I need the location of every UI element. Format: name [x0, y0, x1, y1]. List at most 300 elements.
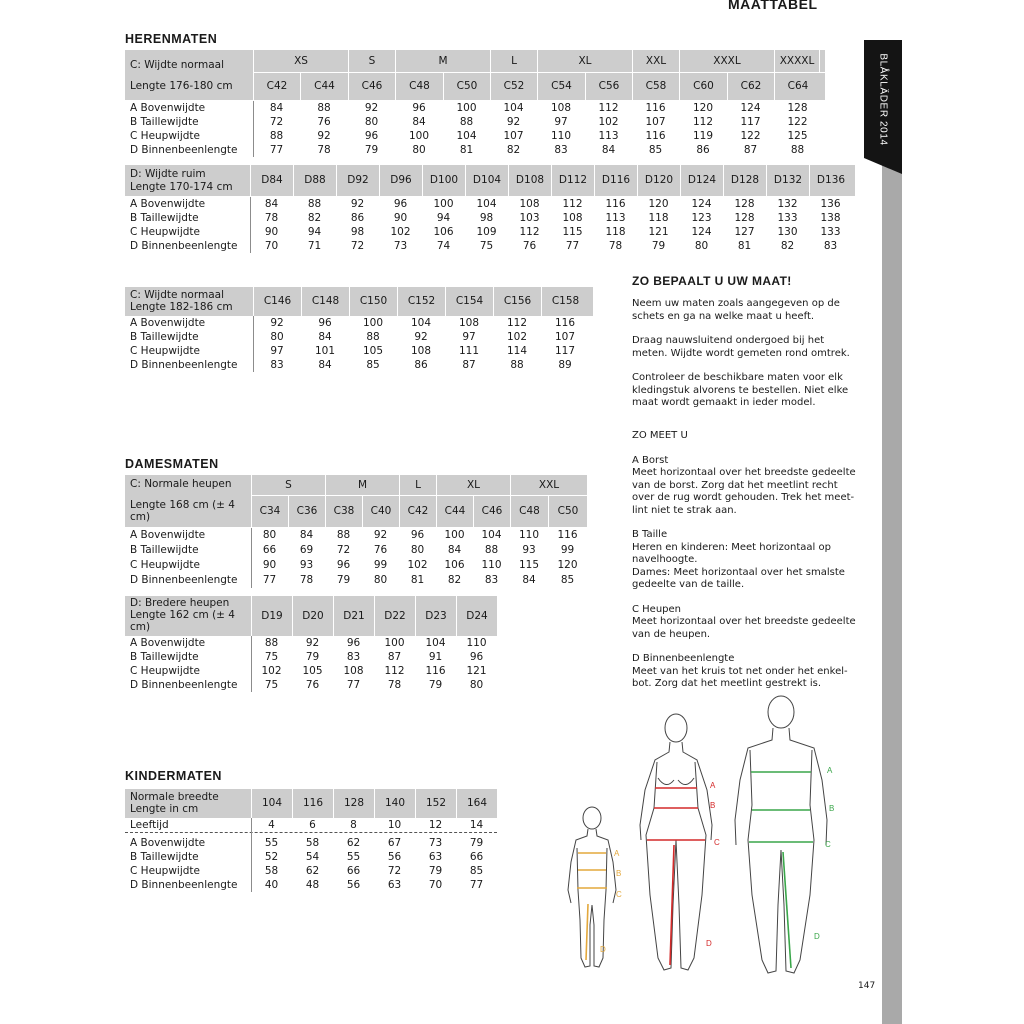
section-heading-kids: KINDERMATEN: [125, 769, 222, 783]
cell: 96: [412, 102, 426, 114]
row-label: C Heupwijdte: [130, 130, 201, 142]
cell: 89: [558, 359, 572, 371]
cell: 81: [737, 240, 752, 252]
cell: 108: [410, 345, 432, 357]
size-code: 128: [333, 789, 374, 818]
cell: 76: [317, 116, 331, 128]
cell: 80: [373, 574, 388, 586]
cell: 79: [469, 837, 484, 849]
cell: 128: [734, 212, 755, 224]
cell: 119: [692, 130, 714, 142]
size-code: D23: [415, 596, 456, 636]
women-table-1-label-length: Lengte 168 cm (± 4 cm): [130, 499, 235, 523]
cell: 106: [444, 559, 465, 571]
men-table-1-values: [253, 101, 821, 157]
cell: 79: [336, 574, 351, 586]
cell: 106: [433, 226, 454, 238]
cell: 82: [506, 144, 521, 156]
measure-a-text: Meet horizontaal over het breedste gedeelte van de borst. Zorg dat het meetlint recht over de rug wordt gehouden. Trek het meet-lint niet te strak aan.: [632, 467, 856, 516]
kids-age-row: [251, 818, 497, 832]
cell: 120: [557, 559, 578, 571]
cell: 79: [305, 651, 320, 663]
cell: 100: [433, 198, 454, 210]
cell: 88: [336, 529, 351, 541]
size-code: D112: [551, 165, 594, 196]
cell: 79: [428, 865, 443, 877]
cell: 130: [777, 226, 798, 238]
row-label: B Taillewijdte: [130, 651, 199, 663]
cell: 63: [387, 879, 402, 891]
cell: 80: [694, 240, 709, 252]
cell: 77: [269, 144, 284, 156]
cell: 80: [262, 529, 277, 541]
cell: 75: [479, 240, 494, 252]
cell: 55: [264, 837, 279, 849]
man-label-d: D: [814, 932, 820, 941]
cell: 115: [562, 226, 583, 238]
cell: 84: [601, 144, 616, 156]
size-group: M: [395, 50, 490, 72]
cell: 74: [436, 240, 451, 252]
men-table-2-sizes: [250, 165, 852, 196]
cell: 92: [373, 529, 388, 541]
cell: 104: [481, 529, 502, 541]
cell: 100: [408, 130, 430, 142]
men-table-1-size-groups: [253, 50, 820, 72]
cell: 110: [466, 637, 487, 649]
size-code: D92: [336, 165, 379, 196]
row-label: B Taillewijdte: [130, 544, 199, 556]
cell: 101: [314, 345, 336, 357]
cell: 14: [469, 819, 484, 831]
size-code: 104: [251, 789, 292, 818]
row-label: B Taillewijdte: [130, 116, 199, 128]
size-code: C42: [253, 73, 300, 100]
cell: 71: [307, 240, 322, 252]
cell: 105: [302, 665, 323, 677]
child-label-d: D: [600, 945, 606, 954]
cell: 91: [428, 651, 443, 663]
cell: 104: [410, 317, 432, 329]
cell: 99: [373, 559, 388, 571]
table-row: [253, 115, 821, 129]
cell: 85: [560, 574, 575, 586]
table-row: [250, 197, 852, 211]
table-row: [251, 543, 587, 558]
cell: 77: [346, 679, 361, 691]
measure-a-title: A Borst: [632, 454, 669, 466]
size-code: C50: [443, 73, 490, 100]
size-code: C156: [493, 287, 541, 316]
cell: 52: [264, 851, 279, 863]
cell: 102: [598, 116, 619, 128]
table-row: [253, 101, 821, 115]
table-row: [251, 664, 497, 678]
row-label: B Taillewijdte: [130, 851, 199, 863]
table-row: [251, 636, 497, 650]
cell: 104: [456, 130, 477, 142]
cell: 87: [387, 651, 402, 663]
cell: 127: [734, 226, 755, 238]
row-label: C Heupwijdte: [130, 345, 201, 357]
cell: 82: [447, 574, 462, 586]
cell: 85: [366, 359, 380, 371]
men-table-3-row-labels: [130, 316, 237, 372]
size-code: C146: [253, 287, 301, 316]
cell: 88: [269, 130, 284, 142]
row-label: A Bovenwijdte: [130, 317, 206, 329]
cell: 48: [305, 879, 320, 891]
row-label: B Taillewijdte: [130, 212, 199, 224]
howto-paragraph: Draag nauwsluitend ondergoed bij het meten. Wijdte wordt gemeten rond omtrek.: [632, 335, 850, 359]
row-label: A Bovenwijdte: [130, 198, 206, 210]
cell: 105: [362, 345, 384, 357]
cell: 100: [444, 529, 465, 541]
men-table-2-values: [250, 197, 852, 253]
size-code: 140: [374, 789, 415, 818]
cell: 116: [557, 529, 578, 541]
cell: 121: [648, 226, 669, 238]
cell: 104: [425, 637, 446, 649]
table-row: [251, 850, 497, 864]
cell: 58: [305, 837, 320, 849]
table-row: [251, 678, 497, 692]
size-code: D128: [723, 165, 766, 196]
size-code: D104: [465, 165, 508, 196]
cell: 92: [270, 317, 284, 329]
cell: 84: [318, 359, 332, 371]
cell: 112: [506, 317, 528, 329]
cell: 85: [469, 865, 484, 877]
table-row: [250, 211, 852, 225]
cell: 132: [777, 198, 798, 210]
table-row: [251, 650, 497, 664]
size-code: C158: [541, 287, 589, 316]
cell: 6: [309, 819, 316, 831]
cell: 78: [387, 679, 402, 691]
cell: 83: [270, 359, 284, 371]
brand-tab-label: BLÅKLÄDER 2014: [877, 52, 889, 146]
cell: 77: [565, 240, 580, 252]
cell: 112: [692, 116, 714, 128]
size-group: XXL: [510, 475, 587, 495]
size-code: C62: [727, 73, 774, 100]
cell: 118: [648, 212, 669, 224]
cell: 97: [554, 116, 568, 128]
cell: 72: [336, 544, 351, 556]
page-title: MAATTABEL: [728, 0, 818, 12]
kids-age-label: Leeftijd: [130, 819, 169, 831]
table-row: [251, 528, 587, 543]
cell: 88: [459, 116, 474, 128]
cell: 133: [820, 226, 841, 238]
women-table-1-row-labels: [130, 528, 237, 588]
cell: 78: [608, 240, 623, 252]
size-group: L: [399, 475, 436, 495]
table-row: [250, 225, 852, 239]
cell: 102: [506, 331, 528, 343]
cell: 88: [307, 198, 322, 210]
page-number: 147: [858, 981, 876, 991]
measure-b-text-1: Heren en kinderen: Meet horizontaal op navelhoogte.: [632, 541, 831, 565]
howto-text: [632, 298, 858, 422]
cell: 116: [425, 665, 446, 677]
cell: 63: [428, 851, 443, 863]
cell: 85: [648, 144, 663, 156]
child-line-d: [586, 904, 588, 960]
men-table-3-values: [253, 316, 589, 372]
size-code: C48: [395, 73, 443, 100]
cell: 138: [820, 212, 841, 224]
size-group: XXXL: [679, 50, 774, 72]
cell: 133: [777, 212, 798, 224]
cell: 84: [447, 544, 462, 556]
sidebar-bar: [882, 40, 902, 1024]
men-table-3-label-fit: C: Wijdte normaal: [130, 289, 224, 301]
table-row: [253, 330, 589, 344]
cell: 80: [412, 144, 426, 156]
cell: 80: [364, 116, 379, 128]
cell: 100: [456, 102, 477, 114]
cell: 94: [307, 226, 322, 238]
cell: 116: [605, 198, 626, 210]
size-code: D88: [293, 165, 336, 196]
cell: 113: [598, 130, 619, 142]
cell: 88: [484, 544, 499, 556]
women-table-2-label-fit: D: Bredere heupen: [130, 597, 230, 609]
size-code: C150: [349, 287, 397, 316]
table-row: [251, 864, 497, 878]
cell: 84: [318, 331, 332, 343]
cell: 86: [696, 144, 710, 156]
size-code: D84: [250, 165, 293, 196]
cell: 62: [305, 865, 320, 877]
howto-title: ZO BEPAALT U UW MAAT!: [632, 274, 792, 288]
cell: 120: [648, 198, 669, 210]
cell: 84: [299, 529, 314, 541]
cell: 78: [317, 144, 331, 156]
size-code: C44: [436, 496, 473, 527]
women-table-1-sizes: [251, 496, 587, 527]
cell: 110: [518, 529, 540, 541]
cell: 96: [336, 559, 351, 571]
size-group: S: [251, 475, 325, 495]
cell: 75: [264, 651, 279, 663]
table-row: [251, 878, 497, 892]
table-row: [251, 836, 497, 850]
woman-figure: [640, 714, 712, 970]
cell: 77: [469, 879, 484, 891]
size-group: XXXXL: [774, 50, 820, 72]
cell: 136: [820, 198, 841, 210]
size-code: D132: [766, 165, 809, 196]
cell: 90: [393, 212, 408, 224]
cell: 10: [387, 819, 402, 831]
cell: 79: [651, 240, 666, 252]
cell: 124: [691, 226, 712, 238]
cell: 82: [307, 212, 322, 224]
cell: 78: [264, 212, 279, 224]
cell: 78: [299, 574, 314, 586]
size-code: D108: [508, 165, 551, 196]
size-code: C54: [537, 73, 585, 100]
measure-b-title: B Taille: [632, 529, 668, 540]
measurement-figures: [540, 690, 860, 990]
measure-title: ZO MEET U: [632, 430, 688, 441]
cell: 66: [469, 851, 484, 863]
howto-paragraph: Controleer de beschikbare maten voor elk kledingstuk alvorens te bestellen. Niet elke maat wordt gemaakt in ieder model.: [632, 372, 849, 408]
men-table-2-label-length: Lengte 170-174 cm: [130, 181, 233, 193]
cell: 84: [412, 116, 426, 128]
size-code: C48: [510, 496, 548, 527]
row-label: A Bovenwijdte: [130, 637, 206, 649]
cell: 80: [469, 679, 484, 691]
cell: 8: [350, 819, 357, 831]
cell: 100: [384, 637, 405, 649]
cell: 55: [346, 851, 361, 863]
size-code: C60: [679, 73, 727, 100]
cell: 113: [605, 212, 626, 224]
cell: 81: [459, 144, 474, 156]
cell: 102: [407, 559, 428, 571]
kids-divider: [125, 832, 497, 833]
women-table-1-values: [251, 528, 587, 588]
size-code: C46: [348, 73, 395, 100]
size-code: C34: [251, 496, 288, 527]
cell: 92: [305, 637, 320, 649]
cell: 83: [484, 574, 499, 586]
size-code: C40: [362, 496, 399, 527]
cell: 77: [262, 574, 277, 586]
table-row: [251, 573, 587, 588]
kids-table-row-labels: [130, 836, 237, 892]
table-row: [250, 239, 852, 253]
cell: 79: [428, 679, 443, 691]
table-row: [253, 129, 821, 143]
cell: 76: [373, 544, 388, 556]
cell: 108: [562, 212, 583, 224]
men-table-3-label-length: Lengte 182-186 cm: [130, 301, 233, 313]
cell: 84: [264, 198, 279, 210]
size-code: C58: [632, 73, 679, 100]
cell: 79: [364, 144, 379, 156]
cell: 96: [364, 130, 379, 142]
size-code: C44: [300, 73, 348, 100]
size-code: C52: [490, 73, 537, 100]
cell: 102: [390, 226, 411, 238]
cell: 100: [362, 317, 384, 329]
cell: 110: [481, 559, 502, 571]
cell: 88: [264, 637, 279, 649]
cell: 66: [262, 544, 277, 556]
row-label: C Heupwijdte: [130, 865, 201, 877]
cell: 104: [476, 198, 497, 210]
man-label-c: C: [825, 840, 831, 849]
cell: 109: [476, 226, 497, 238]
cell: 104: [503, 102, 524, 114]
cell: 81: [410, 574, 425, 586]
cell: 72: [269, 116, 284, 128]
size-code: 116: [292, 789, 333, 818]
child-label-c: C: [616, 890, 622, 899]
men-table-2-row-labels: [130, 197, 237, 253]
row-label: A Bovenwijdte: [130, 837, 206, 849]
table-row: [253, 143, 821, 157]
size-group: S: [348, 50, 395, 72]
cell: 112: [384, 665, 405, 677]
table-row: [253, 358, 589, 372]
size-code: D136: [809, 165, 852, 196]
size-code: C36: [288, 496, 325, 527]
table-row: [253, 344, 589, 358]
cell: 116: [645, 102, 666, 114]
cell: 80: [410, 544, 425, 556]
kids-table-sizes: [251, 789, 497, 818]
cell: 107: [645, 116, 666, 128]
men-table-1-label-length: Lengte 176-180 cm: [130, 80, 233, 92]
cell: 72: [387, 865, 402, 877]
cell: 117: [554, 345, 576, 357]
cell: 110: [550, 130, 572, 142]
cell: 97: [270, 345, 284, 357]
child-label-a: A: [614, 849, 620, 858]
cell: 96: [346, 637, 361, 649]
cell: 99: [560, 544, 575, 556]
cell: 87: [743, 144, 758, 156]
size-code: C154: [445, 287, 493, 316]
cell: 90: [262, 559, 277, 571]
size-code: D22: [374, 596, 415, 636]
cell: 96: [393, 198, 408, 210]
cell: 66: [346, 865, 361, 877]
cell: 92: [364, 102, 379, 114]
cell: 82: [780, 240, 795, 252]
size-code: D21: [333, 596, 374, 636]
cell: 76: [522, 240, 537, 252]
size-code: C148: [301, 287, 349, 316]
row-label: D Binnenbeenlengte: [130, 359, 238, 371]
cell: 72: [350, 240, 365, 252]
cell: 118: [605, 226, 626, 238]
row-label: D Binnenbeenlengte: [130, 144, 238, 156]
measure-d-text: Meet van het kruis tot net onder het enkel-bot. Zorg dat het meetlint gestrekt is.: [632, 665, 848, 689]
cell: 116: [554, 317, 576, 329]
man-label-a: A: [827, 766, 833, 775]
cell: 108: [458, 317, 480, 329]
cell: 112: [598, 102, 619, 114]
cell: 108: [519, 198, 540, 210]
cell: 111: [458, 345, 480, 357]
size-code: D24: [456, 596, 497, 636]
kids-table-label-length: Lengte in cm: [130, 803, 199, 815]
cell: 73: [428, 837, 443, 849]
cell: 98: [479, 212, 494, 224]
cell: 88: [790, 144, 805, 156]
cell: 116: [645, 130, 666, 142]
row-label: C Heupwijdte: [130, 559, 201, 571]
child-label-b: B: [616, 869, 622, 878]
cell: 88: [366, 331, 380, 343]
size-code: 152: [415, 789, 456, 818]
cell: 98: [350, 226, 365, 238]
woman-label-d: D: [706, 939, 712, 948]
cell: 88: [317, 102, 331, 114]
row-label: A Bovenwijdte: [130, 102, 206, 114]
size-code: D96: [379, 165, 422, 196]
howto-paragraph: Neem uw maten zoals aangegeven op de schets en ga na welke maat u heeft.: [632, 298, 840, 322]
men-table-3-sizes: [253, 287, 589, 316]
cell: 124: [691, 198, 712, 210]
